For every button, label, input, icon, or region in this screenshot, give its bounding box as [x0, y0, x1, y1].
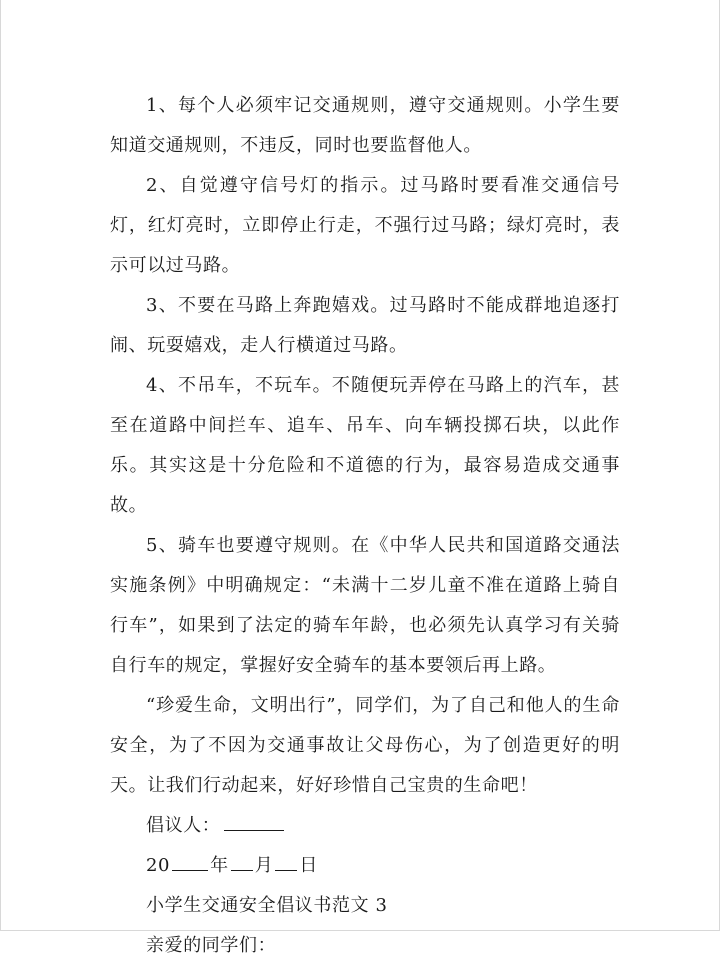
rule-paragraph-4: 4、不吊车，不玩车。不随便玩弄停在马路上的汽车，甚至在道路中间拦车、追车、吊车、向车辆投掷石块，以此作乐。其实这是十分危险和不道德的行为，最容易造成交通事故。	[110, 375, 620, 516]
day-blank	[275, 850, 297, 871]
next-section-title: 小学生交通安全倡议书范文 3	[146, 895, 388, 916]
signature-line	[110, 806, 620, 846]
date-year-suffix: 年	[210, 855, 229, 876]
signature-blank	[224, 810, 284, 831]
date-day-suffix: 日	[299, 855, 318, 876]
month-blank	[231, 850, 253, 871]
closing-paragraph: “珍爱生命，文明出行”，同学们，为了自己和他人的生命安全，为了不因为交通事故让父母伤心，为了创造更好的明天。让我们行动起来，好好珍惜自己宝贵的生命吧！	[110, 695, 620, 796]
date-year-prefix: 20	[146, 855, 171, 876]
greeting: 亲爱的同学们：	[146, 935, 277, 956]
rule-paragraph-1: 1、每个人必须牢记交通规则，遵守交通规则。小学生要知道交通规则，不违反，同时也要监督他人。	[110, 95, 620, 156]
document-body	[110, 86, 620, 966]
rule-paragraph-2: 2、自觉遵守信号灯的指示。过马路时要看准交通信号灯，红灯亮时，立即停止行走，不强行过马路；绿灯亮时，表示可以过马路。	[110, 175, 620, 276]
signature-label: 倡议人：	[146, 815, 221, 836]
date-line	[110, 846, 620, 886]
rule-paragraph-3: 3、不要在马路上奔跑嬉戏。过马路时不能成群地追逐打闹、玩耍嬉戏，走人行横道过马路。	[110, 295, 620, 356]
year-blank	[172, 850, 208, 871]
rule-paragraph-5: 5、骑车也要遵守规则。在《中华人民共和国道路交通法实施条例》中明确规定：“未满十二岁儿童不准在道路上骑自行车”，如果到了法定的骑车年龄，也必须先认真学习有关骑自行车的规定，掌握好安全骑车的基本要领后再上路。	[110, 535, 620, 676]
date-month-suffix: 月	[254, 855, 274, 876]
